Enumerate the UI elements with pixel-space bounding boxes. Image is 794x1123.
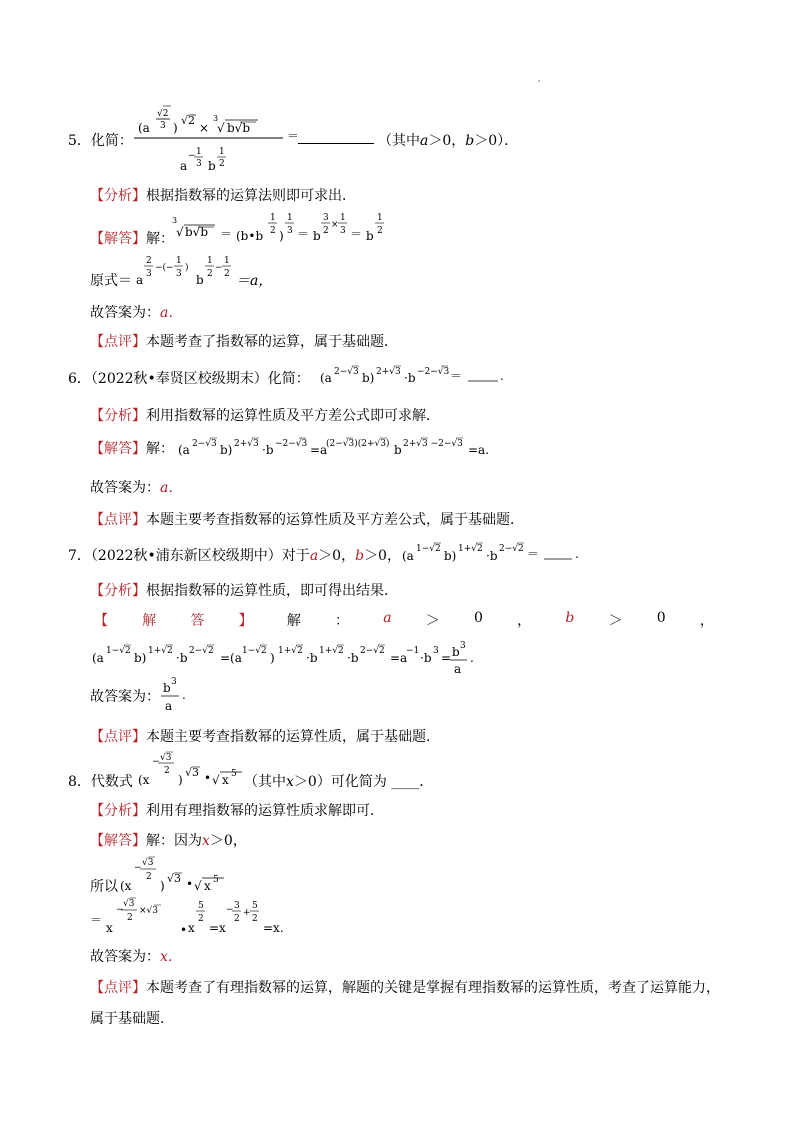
svg-text:1: 1 [377,213,383,223]
svg-text:3: 3 [340,226,346,236]
svg-text:3: 3 [176,269,182,279]
solution-tag: 【解答】 [90,441,146,457]
problem-8-so-formula [118,852,248,896]
svg-text:5: 5 [213,875,219,885]
svg-text:b: b [394,443,402,457]
svg-text:x: x [106,921,113,935]
svg-text:3: 3 [460,641,466,651]
problem-8-comment: 【点评】本题考查了有理指数幂的运算，解题的关键是掌握有理指数幂的运算性质，考查了运算能力， [90,980,720,996]
svg-text:·b: ·b [404,371,416,385]
svg-text:−: − [134,863,142,873]
problem-5-solution-formula [170,208,410,248]
svg-text:1+√2: 1+√2 [278,646,303,656]
svg-text:b: b [163,681,171,695]
svg-text:=(a: =(a [220,651,242,665]
svg-text:=x: =x [209,921,226,935]
answer-blank [298,143,374,144]
svg-text:√3: √3 [142,858,154,868]
svg-text:1−√2: 1−√2 [242,646,267,656]
svg-text:2: 2 [127,913,133,923]
svg-text:＝: ＝ [297,227,310,241]
svg-text:2: 2 [219,159,225,169]
svg-text:=a.: =a. [468,443,490,457]
problem-7-analysis: 【分析】根据指数幂的运算性质，即可得出结果． [90,583,398,599]
svg-text:•: • [204,771,212,785]
svg-text:2: 2 [207,269,213,279]
svg-text:2−√3: 2−√3 [192,439,217,449]
problem-5-answer: 故答案为：a． [90,305,183,321]
svg-text:·b: ·b [347,651,359,665]
svg-text:−: − [226,905,234,915]
svg-text:a: a [454,662,462,676]
svg-text:a: a [165,699,173,713]
svg-text:b): b) [220,443,233,457]
problem-5-original: 原式＝ [90,273,132,289]
svg-text:•: • [180,923,188,937]
svg-text:x: x [188,921,195,935]
svg-text:1+√2: 1+√2 [319,646,344,656]
svg-text:1: 1 [176,256,182,266]
svg-text:(2−√3)(2+√3): (2−√3)(2+√3) [326,439,390,449]
svg-text:=: = [441,651,452,665]
svg-text:3: 3 [171,677,177,687]
svg-text:2−√3: 2−√3 [334,367,359,377]
svg-text:(x: (x [138,773,150,787]
problem-6-solution-lead: 【解答】解： [90,441,174,457]
svg-text:b: b [208,159,216,173]
problem-8-stem: 8．代数式 [68,774,133,790]
svg-text:1: 1 [224,256,230,266]
svg-text:b: b [366,229,374,243]
solution-tag: 【解答】 [90,231,146,247]
comment-tag: 【点评】 [90,334,146,350]
svg-text:a: a [136,273,144,287]
svg-text:(a: (a [138,121,150,135]
svg-text:2+√3: 2+√3 [234,439,259,449]
svg-text:3: 3 [196,159,202,169]
svg-text:b: b [196,273,204,287]
problem-5-result: ＝a， [236,273,273,289]
svg-text:(a: (a [402,549,414,563]
svg-text:·b: ·b [262,443,274,457]
svg-text:3: 3 [213,114,219,123]
problem-6-comment: 【点评】本题主要考查指数幂的运算性质及平方差公式，属于基础题． [90,512,524,528]
problem-6-formula [318,356,538,386]
svg-text:2: 2 [270,226,276,236]
svg-text:1: 1 [340,213,346,223]
svg-text:−: − [116,905,124,915]
svg-text:2−√2: 2−√2 [360,646,385,656]
problem-5-condition: （其中a＞0，b＞0）． [378,133,519,149]
svg-text:.: . [575,547,579,561]
analysis-tag: 【分析】 [90,188,146,204]
svg-text:2+√3: 2+√3 [376,367,401,377]
svg-text:−2−√3: −2−√3 [275,439,308,449]
scan-dot [538,80,540,82]
svg-text:2+√3 −2−√3: 2+√3 −2−√3 [403,439,463,449]
problem-7-comment: 【点评】本题主要考查指数幂的运算性质，属于基础题． [90,729,440,745]
svg-text:√2: √2 [181,114,196,127]
svg-text:3: 3 [323,213,329,223]
svg-text:1−√2: 1−√2 [416,544,441,554]
svg-text:√: √ [176,225,184,239]
svg-text:5: 5 [198,901,204,911]
svg-text:): ) [279,229,284,243]
svg-text:5: 5 [252,901,258,911]
svg-text:·b: ·b [306,651,318,665]
svg-text:(b•b: (b•b [236,229,264,243]
svg-text:2: 2 [234,914,240,924]
svg-text:＝: ＝ [90,913,103,927]
svg-text:1−√2: 1−√2 [106,646,131,656]
svg-text:×√3: ×√3 [139,906,159,916]
problem-7-formula [400,534,640,564]
svg-text:−2−√3: −2−√3 [417,367,450,377]
svg-text:b: b [313,229,321,243]
svg-text:1+√2: 1+√2 [148,646,173,656]
svg-text:a: a [180,159,188,173]
svg-text:x: x [204,879,211,893]
svg-text:1: 1 [207,256,213,266]
svg-text:b: b [452,645,460,659]
svg-text:−: − [152,757,160,767]
svg-text:1+√2: 1+√2 [458,544,483,554]
problem-8-comment-cont: 属于基础题． [90,1011,174,1027]
svg-text:×: × [331,220,339,230]
solution-tag: 【解答】 [90,833,146,849]
problem-number: 7． [68,548,91,564]
svg-text:√3: √3 [123,899,135,909]
svg-text:1: 1 [287,213,293,223]
svg-text:2−√2: 2−√2 [499,544,524,554]
problem-5-analysis: 【分析】根据指数幂的运算法则即可求出． [90,188,356,204]
svg-text:+: + [243,908,251,918]
problem-6-answer: 故答案为：a． [90,480,183,496]
svg-text:×: × [199,121,210,135]
problem-6-solution-formula [176,430,596,460]
svg-text:3: 3 [160,121,166,131]
comment-tag: 【点评】 [90,729,146,745]
svg-text:): ) [178,773,183,787]
svg-text:−: − [188,151,196,161]
svg-text:3: 3 [287,226,293,236]
svg-text:=a: =a [390,651,408,665]
svg-text:＝: ＝ [220,227,233,241]
svg-text:b√b: b√b [227,121,251,135]
svg-text:·b: ·b [176,651,188,665]
comment-tag: 【点评】 [90,980,146,996]
svg-text:=x.: =x. [263,921,284,935]
svg-text:·b: ·b [420,651,432,665]
svg-text:.: . [182,688,186,702]
problem-stem: 化简： [90,133,133,149]
svg-text:2: 2 [146,256,152,266]
svg-text:2: 2 [146,872,152,882]
svg-text:＝: ＝ [287,129,300,143]
svg-text:): ) [173,121,178,135]
comment-tag: 【点评】 [90,512,146,528]
problem-5-fraction [130,92,305,182]
svg-text:3: 3 [146,269,152,279]
problem-number: 8． [68,774,91,790]
svg-text:.: . [500,369,504,383]
problem-5-comment: 【点评】本题考查了指数幂的运算，属于基础题． [90,334,398,350]
problem-number: 6． [68,371,91,387]
svg-text:b): b) [134,651,147,665]
problem-7-stem: 7．（2022秋•浦东新区校级期中）对于a＞0，b＞0， [68,548,401,564]
svg-text:): ) [160,879,165,893]
problem-8-condition: （其中x＞0）可化简为 ____． [244,774,434,790]
analysis-tag: 【分析】 [90,583,146,599]
svg-text:5: 5 [231,769,237,779]
problem-8-answer: 故答案为：x． [90,949,182,965]
svg-text:=a: =a [310,443,328,457]
problem-8-analysis: 【分析】利用有理指数幂的运算性质求解即可． [90,803,384,819]
svg-text:＝: ＝ [350,227,363,241]
svg-text:3: 3 [234,901,240,911]
svg-text:•: • [186,877,194,891]
svg-text:2: 2 [198,914,204,924]
svg-text:2: 2 [224,269,230,279]
problem-8-solution-lead: 【解答】解：因为x＞0， [90,833,247,849]
svg-text:1: 1 [219,147,225,157]
analysis-tag: 【分析】 [90,803,146,819]
svg-text:3: 3 [433,646,439,656]
svg-text:−(−: −(− [155,263,174,273]
svg-text:−1: −1 [406,646,420,656]
svg-text:b): b) [444,549,457,563]
problem-7-answer: 故答案为： [90,689,160,705]
svg-text:−: − [215,263,223,273]
svg-text:√2: √2 [157,109,169,119]
svg-text:＝: ＝ [450,369,463,383]
svg-text:(a: (a [178,443,190,457]
svg-text:2: 2 [252,914,258,924]
problem-6-analysis: 【分析】利用指数幂的运算性质及平方差公式即可求解． [90,408,440,424]
svg-text:x: x [222,773,229,787]
svg-text:1: 1 [270,213,276,223]
problem-8-formula [136,748,256,788]
problem-8-so-label: 所以 [90,879,118,895]
svg-text:b): b) [362,371,375,385]
problem-5-stem [68,130,133,150]
problem-8-compute-formula [88,894,348,940]
analysis-tag: 【分析】 [90,408,146,424]
svg-text:2: 2 [377,226,383,236]
svg-text:.: . [470,651,474,665]
svg-text:(x: (x [120,879,132,893]
svg-text:1: 1 [196,147,202,157]
problem-5-solution-lead: 【解答】解： [90,231,174,247]
svg-text:3: 3 [172,216,178,225]
svg-text:√: √ [212,773,220,787]
svg-text:√3: √3 [185,766,200,779]
svg-text:(a: (a [320,371,332,385]
svg-text:√3: √3 [167,872,182,885]
problem-number: 5． [68,133,91,149]
svg-text:): ) [185,263,189,273]
problem-6-stem: 6．（2022秋•奉贤区校级期末）化简： [68,371,310,387]
svg-text:2−√2: 2−√2 [189,646,214,656]
svg-text:√: √ [194,879,202,893]
svg-text:＝: ＝ [527,547,540,561]
svg-text:√: √ [217,121,225,135]
svg-text:√3: √3 [160,753,172,763]
svg-text:2: 2 [323,226,329,236]
svg-text:·b: ·b [486,549,498,563]
svg-text:b√b: b√b [185,225,209,239]
svg-text:2: 2 [164,766,170,776]
svg-text:(a: (a [92,651,104,665]
problem-7-answer-formula [160,674,200,718]
problem-7-solution-spread: 【 解 答 】 解 ： a ＞ 0 ， b ＞ 0 ， [94,610,714,629]
svg-text:): ) [270,651,275,665]
